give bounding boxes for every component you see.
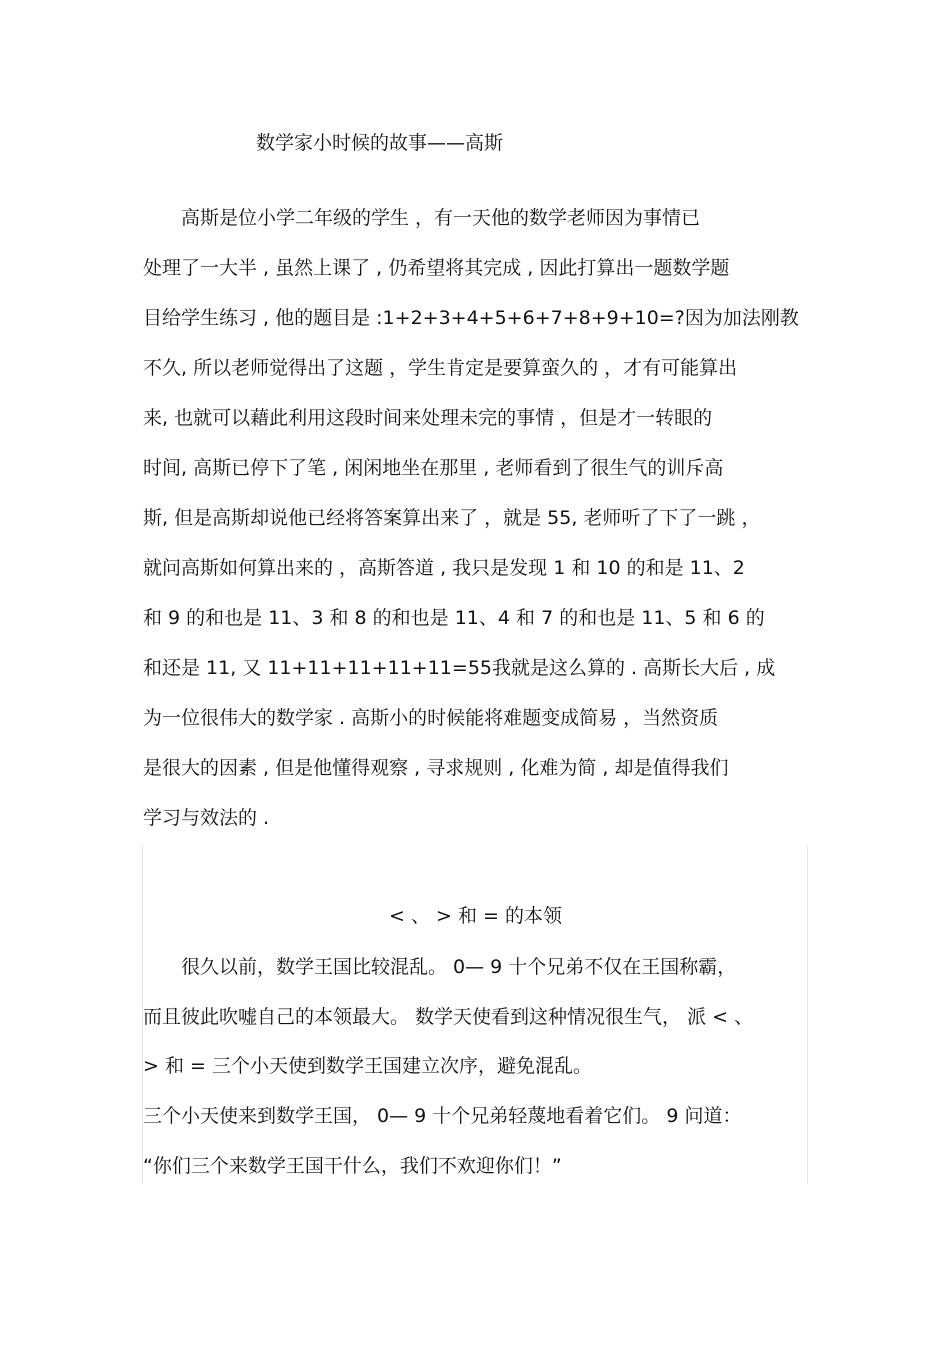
- story1-line: 和 9 的和也是 11、3 和 8 的和也是 11、4 和 7 的和也是 11、5 和 6 的: [143, 607, 765, 629]
- story2-line: 而且彼此吹嘘自己的本领最大。 数学天使看到这种情况很生气， 派 < 、: [143, 1006, 754, 1028]
- story2-line: “你们三个来数学王国干什么，我们不欢迎你们！”: [143, 1155, 562, 1177]
- story1-line: 不久, 所以老师觉得出了这题 ，学生肯定是要算蛮久的 ，才有可能算出: [143, 357, 738, 379]
- story1-line: 为一位很伟大的数学家 . 高斯小的时候能将难题变成简易 ，当然资质: [143, 707, 719, 729]
- story2-line: 很久以前，数学王国比较混乱。 0— 9 十个兄弟不仅在王国称霸，: [143, 956, 737, 978]
- story1-line: 处理了一大半 , 虽然上课了 , 仍希望将其完成 , 因此打算出一题数学题: [143, 257, 730, 279]
- story1-line: 高斯是位小学二年级的学生 ，有一天他的数学老师因为事情已: [143, 207, 701, 229]
- story1-line: 和还是 11, 又 11+11+11+11+11=55我就是这么算的 . 高斯长大后 , 成: [143, 657, 776, 679]
- story1-line: 学习与效法的 .: [143, 807, 270, 829]
- story2-title: < 、 > 和 = 的本领: [389, 905, 562, 927]
- story1-line: 时间, 高斯已停下了笔 , 闲闲地坐在那里 , 老师看到了很生气的训斥高: [143, 457, 724, 479]
- story1-title: 数学家小时候的故事——高斯: [256, 132, 504, 154]
- story1-line: 来, 也就可以藉此利用这段时间来处理未完的事情 ，但是才一转眼的: [143, 407, 713, 429]
- story1-line: 是很大的因素 , 但是他懂得观察 , 寻求规则 , 化难为简 , 却是值得我们: [143, 757, 729, 779]
- story1-line: 斯, 但是高斯却说他已经将答案算出来了 ，就是 55, 老师听了下了一跳 ，: [143, 507, 761, 529]
- story2-line: > 和 = 三个小天使到数学王国建立次序，避免混乱。: [143, 1055, 592, 1077]
- story2-line: 三个小天使来到数学王国， 0— 9 十个兄弟轻蔑地看着它们。 9 问道：: [143, 1105, 742, 1127]
- story1-line: 就问高斯如何算出来的 ，高斯答道 , 我只是发现 1 和 10 的和是 11、2: [143, 557, 745, 579]
- story1-line: 目给学生练习 , 他的题目是 :1+2+3+4+5+6+7+8+9+10=?因为加法刚教: [143, 307, 799, 329]
